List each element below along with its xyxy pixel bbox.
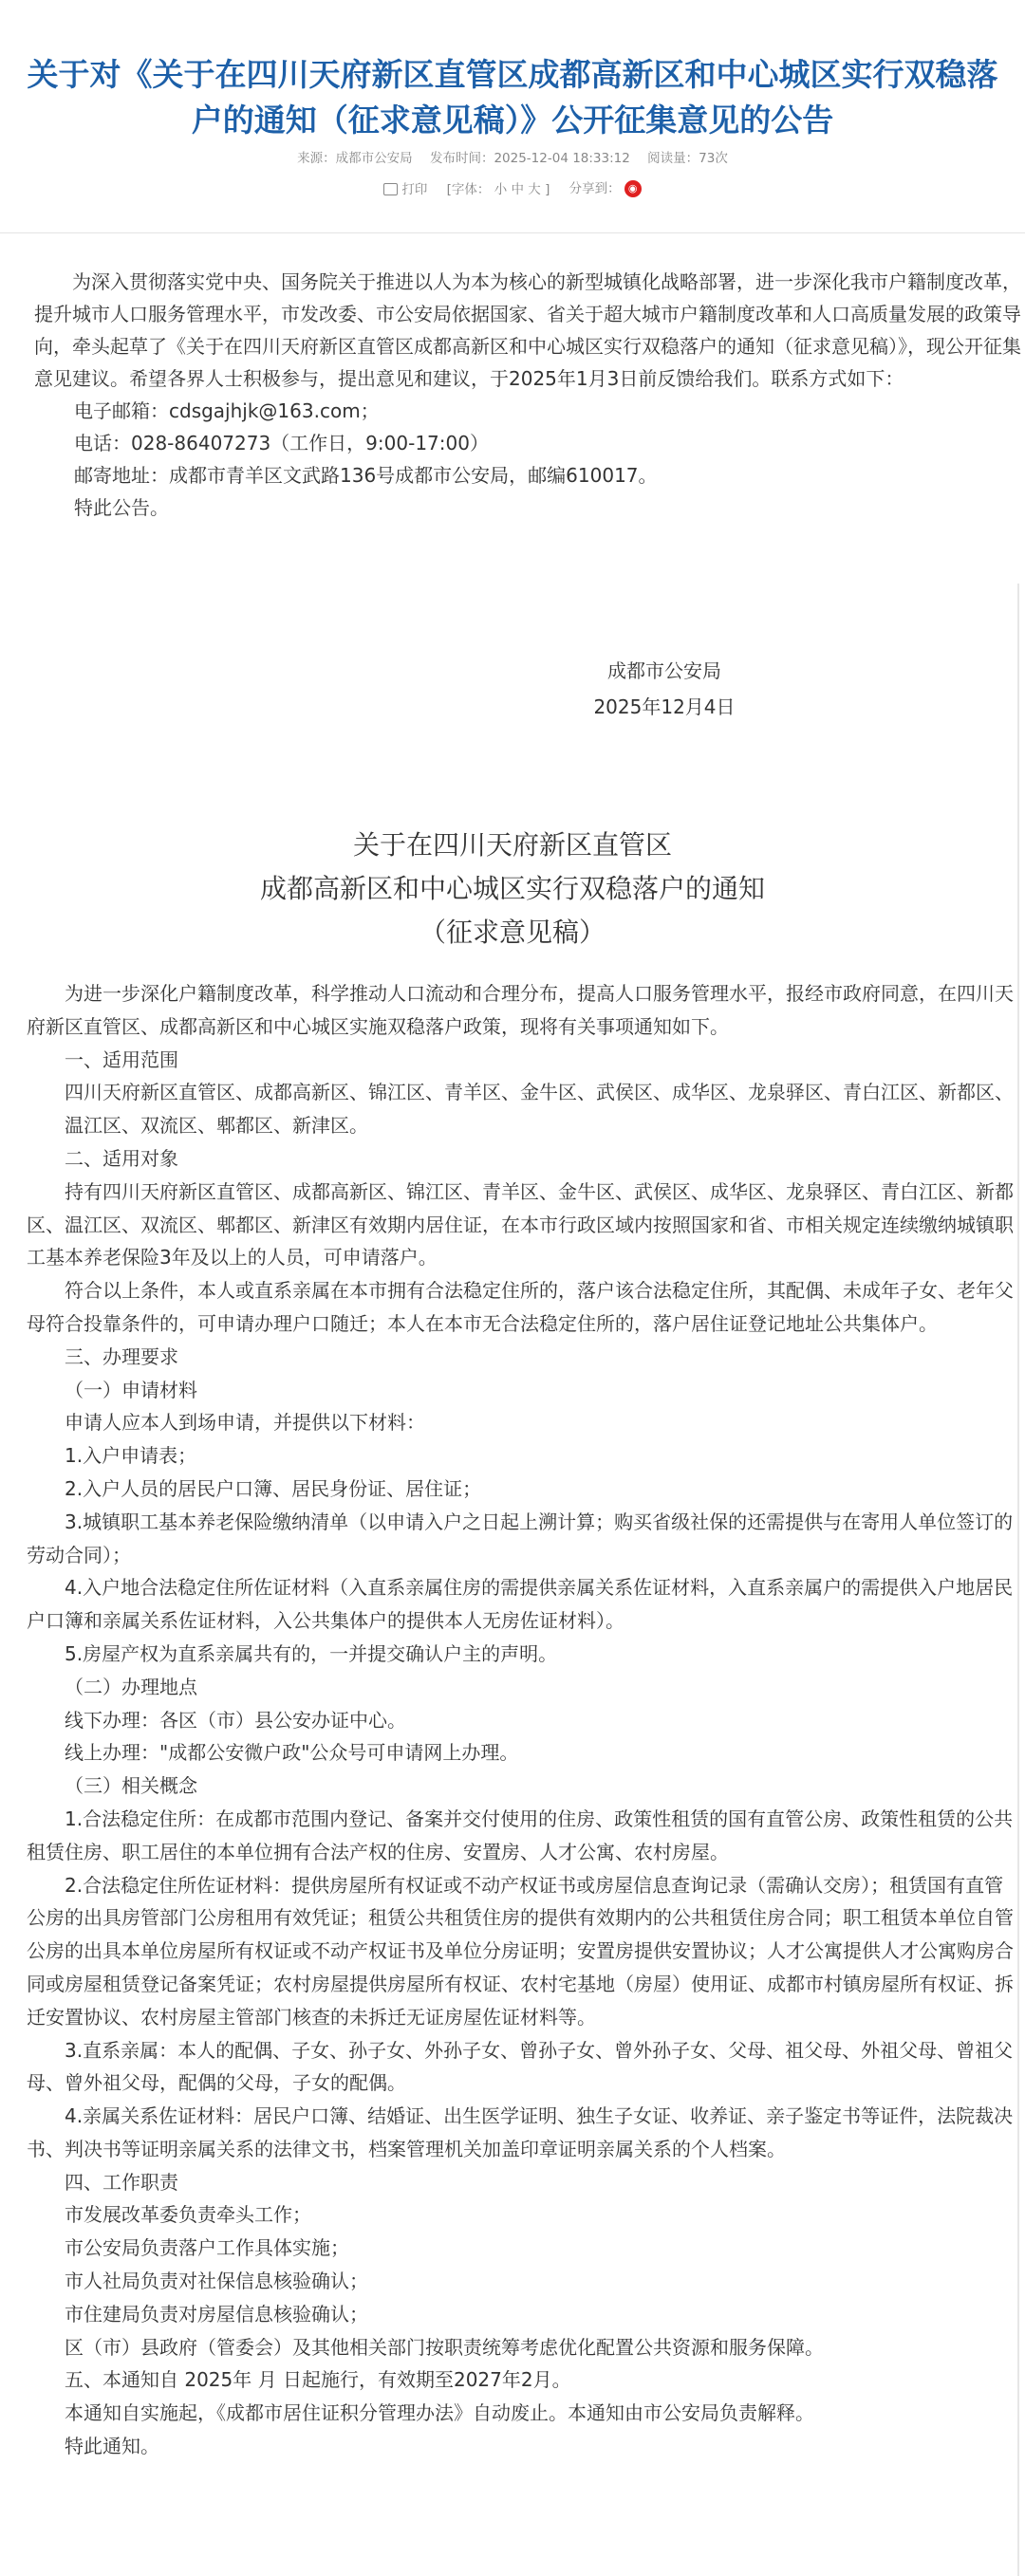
list-item: 4.入户地合法稳定住所佐证材料（入直系亲属住房的需提供亲属关系佐证材料，入直系亲属户的需提供入户地居民户口簿和亲属关系佐证材料，入公共集体户的提供本人无房佐证材料）。 bbox=[27, 1576, 1014, 1633]
doc-paragraph: 四川天府新区直管区、成都高新区、锦江区、青羊区、金牛区、武侯区、成华区、龙泉驿区、青白江区、新都区、温江区、双流区、郫都区、新津区。 bbox=[65, 1081, 1014, 1138]
section-heading: 一、适用范围 bbox=[65, 1047, 178, 1071]
section-heading: 五、本通知自 2025年 月 日起施行，有效期至2027年2月。 bbox=[65, 2368, 571, 2392]
doc-paragraph: 线上办理："成都公安微户政"公众号可申请网上办理。 bbox=[65, 1741, 519, 1765]
subsection-heading: （三）相关概念 bbox=[65, 1774, 197, 1798]
announcement-intro bbox=[34, 266, 1021, 524]
page-title: 关于对《关于在四川天府新区直管区成都高新区和中心城区实行双稳落户的通知（征求意见稿）》公开征集意见的公告 bbox=[27, 56, 998, 139]
doc-paragraph: 市公安局负责落户工作具体实施； bbox=[65, 2236, 349, 2260]
list-item: 1.合法稳定住所：在成都市范围内登记、备案并交付使用的住房、政策性租赁的国有直管公房、政策性租赁的公共租赁住房、职工居住的本单位拥有合法产权的住房、安置房、人才公寓、农村房屋。 bbox=[27, 1807, 1014, 1863]
intro-paragraph: 为深入贯彻落实党中央、国务院关于推进以人为本为核心的新型城镇化战略部署，进一步深化我市户籍制度改革，提升城市人口服务管理水平，市发改委、市公安局依据国家、省关于超大城市户籍制度改革和人口高质量发展的政策导向，牵头起草了《关于在四川天府新区直管区成都高新区和中心城区实行双稳落户的通知（征求意见稿）》，现公开征集意见建议。希望各界人士积极参与，提出意见和建议，于2025年1月3日前反馈给我们。联系方式如下： bbox=[34, 270, 1021, 390]
doc-paragraph: 申请人应本人到场申请，并提供以下材料： bbox=[65, 1411, 425, 1435]
subsection-heading: （二）办理地点 bbox=[65, 1675, 197, 1698]
contact-address: 邮寄地址：成都市青羊区文武路136号成都市公安局，邮编610017。 bbox=[74, 464, 658, 487]
section-heading: 三、办理要求 bbox=[65, 1344, 178, 1368]
document-title-line1: 关于在四川天府新区直管区 bbox=[352, 829, 672, 861]
subsection-heading: （一）申请材料 bbox=[65, 1378, 197, 1401]
signature-org: 成都市公安局 bbox=[607, 659, 721, 682]
list-item: 4.亲属关系佐证材料：居民户口簿、结婚证、出生医学证明、独生子女证、收养证、亲子鉴定书等证件，法院裁决书、判决书等证明亲属关系的法律文书，档案管理机关加盖印章证明亲属关系的个人档案。 bbox=[27, 2104, 1014, 2160]
print-label: 打印 bbox=[401, 181, 428, 197]
doc-paragraph: 持有四川天府新区直管区、成都高新区、锦江区、青羊区、金牛区、武侯区、成华区、龙泉驿区、青白江区、新都区、温江区、双流区、郫都区、新津区有效期内居住证，在本市行政区域内按照国家和省、市相关规定连续缴纳城镇职工基本养老保险3年及以上的人员，可申请落户。 bbox=[27, 1179, 1014, 1269]
weibo-share-icon[interactable]: ◉ bbox=[624, 180, 642, 197]
toolbar bbox=[0, 177, 1025, 197]
contact-phone: 电话：028-86407273（工作日，9:00-17:00） bbox=[74, 432, 489, 454]
list-item: 5.房屋产权为直系亲属共有的，一并提交确认户主的声明。 bbox=[65, 1641, 558, 1665]
view-count: 阅读量：73次 bbox=[647, 151, 728, 166]
doc-paragraph: 本通知自实施起，《成都市居住证积分管理办法》自动废止。本通知由市公安局负责解释。 bbox=[65, 2401, 814, 2425]
closing-line: 特此通知。 bbox=[65, 2435, 159, 2458]
list-item: 3.直系亲属：本人的配偶、子女、孙子女、外孙子女、曾孙子女、曾外孙子女、父母、祖父母、外祖父母、曾祖父母、曾外祖父母，配偶的父母，子女的配偶。 bbox=[27, 2038, 1014, 2095]
document-title bbox=[0, 824, 1025, 954]
print-button[interactable] bbox=[383, 178, 427, 197]
doc-paragraph: 市住建局负责对房屋信息核验确认； bbox=[65, 2302, 368, 2326]
doc-paragraph: 区（市）县政府（管委会）及其他相关部门按职责统筹考虑优化配置公共资源和服务保障。 bbox=[65, 2335, 824, 2359]
share-label: 分享到： bbox=[568, 181, 621, 196]
publish-time: 发布时间：2025-12-04 18:33:12 bbox=[429, 151, 630, 166]
intro-closing: 特此公告。 bbox=[74, 496, 169, 519]
signature-date: 2025年12月4日 bbox=[593, 695, 736, 718]
document-title-line3: （征求意见稿） bbox=[419, 917, 606, 948]
source-label: 来源：成都市公安局 bbox=[297, 151, 413, 166]
header-divider bbox=[0, 232, 1025, 233]
doc-paragraph: 为进一步深化户籍制度改革，科学推动人口流动和合理分布，提高人口服务管理水平，报经市政府同意，在四川天府新区直管区、成都高新区和中心城区实施双稳落户政策，现将有关事项通知如下。 bbox=[27, 982, 1014, 1038]
list-item: 2.合法稳定住所佐证材料：提供房屋所有权证或不动产权证书或房屋信息查询记录（需确认交房）；租赁国有直管公房的出具房管部门公房租用有效凭证；租赁公共租赁住房的提供有效期内的公共租赁住房合同；职工租赁本单位自管公房的出具本单位房屋所有权证或不动产权证书及单位分房证明；安置房提供安置协议；人才公寓提供人才公寓购房合同或房屋租赁登记备案凭证；农村房屋提供房屋所有权证、农村宅基地（房屋）使用证、成都市村镇房屋所有权证、拆迁安置协议、农村房屋主管部门核查的未拆迁无证房屋佐证材料等。 bbox=[27, 1873, 1014, 2029]
printer-icon bbox=[383, 183, 398, 195]
share-bar bbox=[569, 177, 642, 197]
section-heading: 二、适用对象 bbox=[65, 1146, 178, 1170]
doc-paragraph: 市人社局负责对社保信息核验确认； bbox=[65, 2270, 368, 2293]
doc-paragraph: 线下办理：各区（市）县公安办证中心。 bbox=[65, 1708, 406, 1732]
document-title-line2: 成都高新区和中心城区实行双稳落户的通知 bbox=[259, 873, 765, 904]
section-heading: 四、工作职责 bbox=[65, 2170, 178, 2194]
list-item: 1.入户申请表； bbox=[65, 1444, 197, 1468]
contact-email: 电子邮箱：cdsgajhjk@163.com； bbox=[74, 399, 380, 422]
meta-bar bbox=[0, 147, 1025, 166]
list-item: 3.城镇职工基本养老保险缴纳清单（以申请入户之日起上溯计算；购买省级社保的还需提供与在寄用人单位签订的劳动合同）； bbox=[27, 1510, 1014, 1566]
doc-paragraph: 符合以上条件，本人或直系亲属在本市拥有合法稳定住所的，落户该合法稳定住所，其配偶、未成年子女、老年父母符合投靠条件的，可申请办理户口随迁；本人在本市无合法稳定住所的，落户居住证登记地址公共集体户。 bbox=[27, 1279, 1014, 1335]
list-item: 2.入户人员的居民户口簿、居民身份证、居住证； bbox=[65, 1476, 482, 1500]
signature-block bbox=[546, 653, 783, 725]
font-size-switcher[interactable]: [字体： 小 中 大 ] bbox=[446, 181, 550, 197]
document-body bbox=[27, 977, 1018, 2463]
doc-paragraph: 市发展改革委负责牵头工作； bbox=[65, 2203, 311, 2227]
